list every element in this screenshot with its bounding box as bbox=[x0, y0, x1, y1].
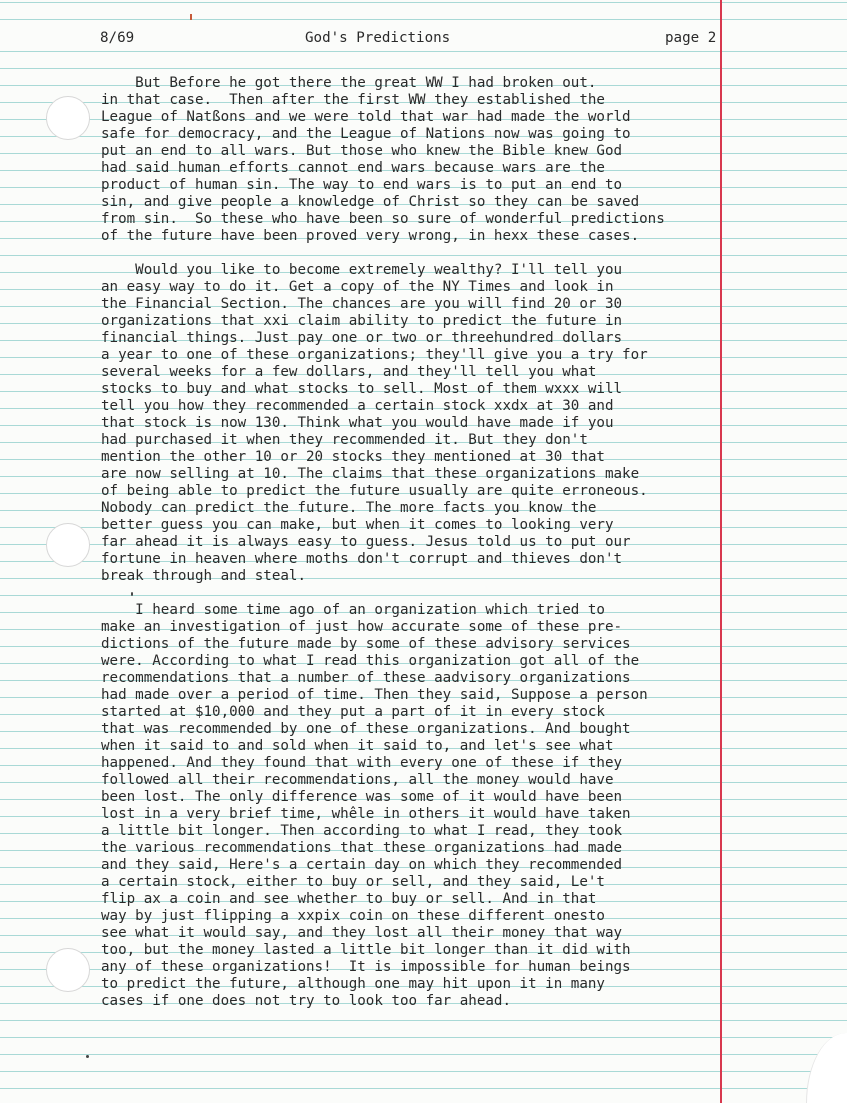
text-line: sin, and give people a knowledge of Christ so they can be saved bbox=[101, 194, 640, 210]
text-line: product of human sin. The way to end wars is to put an end to bbox=[101, 177, 623, 193]
paragraph bbox=[101, 75, 665, 245]
text-line: to predict the future, although one may hit upon it in many bbox=[101, 976, 605, 992]
header-title: God's Predictions bbox=[305, 30, 451, 46]
text-line: organizations that xxi claim ability to predict the future in bbox=[101, 313, 623, 329]
text-line: are now selling at 10. The claims that these organizations make bbox=[101, 466, 640, 482]
text-line: any of these organizations! It is impossible for human beings bbox=[101, 959, 631, 975]
text-line: tell you how they recommended a certain stock xxdx at 30 and bbox=[101, 398, 614, 414]
text-line: financial things. Just pay one or two or threehundred dollars bbox=[101, 330, 623, 346]
text-line: fortune in heaven where moths don't corrupt and thieves don't bbox=[101, 551, 623, 567]
text-line: make an investigation of just how accurate some of these pre- bbox=[101, 619, 623, 635]
text-line: dictions of the future made by some of these advisory services bbox=[101, 636, 631, 652]
text-line: League of Natßons and we were told that war had made the world bbox=[101, 109, 631, 125]
text-line: of being able to predict the future usually are quite erroneous. bbox=[101, 483, 648, 499]
binder-hole bbox=[46, 948, 90, 992]
text-line: flip ax a coin and see whether to buy or sell. And in that bbox=[101, 891, 597, 907]
text-line: followed all their recommendations, all the money would have bbox=[101, 772, 614, 788]
text-line: But Before he got there the great WW I had broken out. bbox=[101, 75, 597, 91]
text-line: recommendations that a number of these aadvisory organizations bbox=[101, 670, 631, 686]
text-line: had said human efforts cannot end wars because wars are the bbox=[101, 160, 605, 176]
header-date: 8/69 bbox=[100, 30, 135, 46]
text-line: a little bit longer. Then according to what I read, they took bbox=[101, 823, 623, 839]
text-line: Nobody can predict the future. The more facts you know the bbox=[101, 500, 597, 516]
text-line: the Financial Section. The chances are you will find 20 or 30 bbox=[101, 296, 623, 312]
text-line: the various recommendations that these organizations had made bbox=[101, 840, 623, 856]
text-line: lost in a very brief time, whêle in others it would have taken bbox=[101, 806, 631, 822]
ink-dot bbox=[86, 1055, 89, 1058]
text-line: a year to one of these organizations; they'll give you a try for bbox=[101, 347, 648, 363]
text-line: of the future have been proved very wrong, in hexx these cases. bbox=[101, 228, 640, 244]
text-line: been lost. The only difference was some of it would have been bbox=[101, 789, 623, 805]
text-line: far ahead it is always easy to guess. Jesus told us to put our bbox=[101, 534, 631, 550]
text-line: several weeks for a few dollars, and they'll tell you what bbox=[101, 364, 597, 380]
text-line: started at $10,000 and they put a part of it in every stock bbox=[101, 704, 605, 720]
paragraph-gap bbox=[101, 585, 665, 602]
text-line: too, but the money lasted a little bit longer than it did with bbox=[101, 942, 631, 958]
text-line: from sin. So these who have been so sure of wonderful predictions bbox=[101, 211, 665, 227]
text-line: an easy way to do it. Get a copy of the NY Times and look in bbox=[101, 279, 614, 295]
document-body bbox=[101, 75, 665, 1010]
paragraph bbox=[101, 602, 665, 1010]
paragraph-gap bbox=[101, 245, 665, 262]
text-line: were. According to what I read this organization got all of the bbox=[101, 653, 640, 669]
text-line: break through and steal. bbox=[101, 568, 306, 584]
text-line: had purchased it when they recommended it. But they don't bbox=[101, 432, 588, 448]
text-line: way by just flipping a xxpix coin on these different onesto bbox=[101, 908, 605, 924]
text-line: a certain stock, either to buy or sell, and they said, Le't bbox=[101, 874, 605, 890]
text-line: safe for democracy, and the League of Nations now was going to bbox=[101, 126, 631, 142]
text-line: happened. And they found that with every one of these if they bbox=[101, 755, 623, 771]
text-line: mention the other 10 or 20 stocks they mentioned at 30 that bbox=[101, 449, 605, 465]
paragraph bbox=[101, 262, 665, 585]
text-line: in that case. Then after the first WW they established the bbox=[101, 92, 605, 108]
text-line: better guess you can make, but when it comes to looking very bbox=[101, 517, 614, 533]
text-line: when it said to and sold when it said to, and let's see what bbox=[101, 738, 614, 754]
binder-hole bbox=[46, 96, 90, 140]
text-line: Would you like to become extremely wealthy? I'll tell you bbox=[101, 262, 623, 278]
text-line: stocks to buy and what stocks to sell. Most of them wxxx will bbox=[101, 381, 623, 397]
page-corner bbox=[806, 1033, 847, 1103]
text-line: cases if one does not try to look too far ahead. bbox=[101, 993, 511, 1009]
text-line: had made over a period of time. Then they said, Suppose a person bbox=[101, 687, 648, 703]
page-header bbox=[100, 30, 730, 50]
text-line: I heard some time ago of an organization which tried to bbox=[101, 602, 605, 618]
red-margin-line bbox=[720, 0, 722, 1103]
ink-mark bbox=[190, 14, 192, 20]
binder-hole bbox=[46, 523, 90, 567]
text-line: see what it would say, and they lost all their money that way bbox=[101, 925, 623, 941]
text-line: that was recommended by one of these organizations. And bought bbox=[101, 721, 631, 737]
header-page-number: page 2 bbox=[665, 30, 717, 46]
text-line: put an end to all wars. But those who knew the Bible knew God bbox=[101, 143, 623, 159]
text-line: that stock is now 130. Think what you would have made if you bbox=[101, 415, 614, 431]
text-line: and they said, Here's a certain day on which they recommended bbox=[101, 857, 623, 873]
